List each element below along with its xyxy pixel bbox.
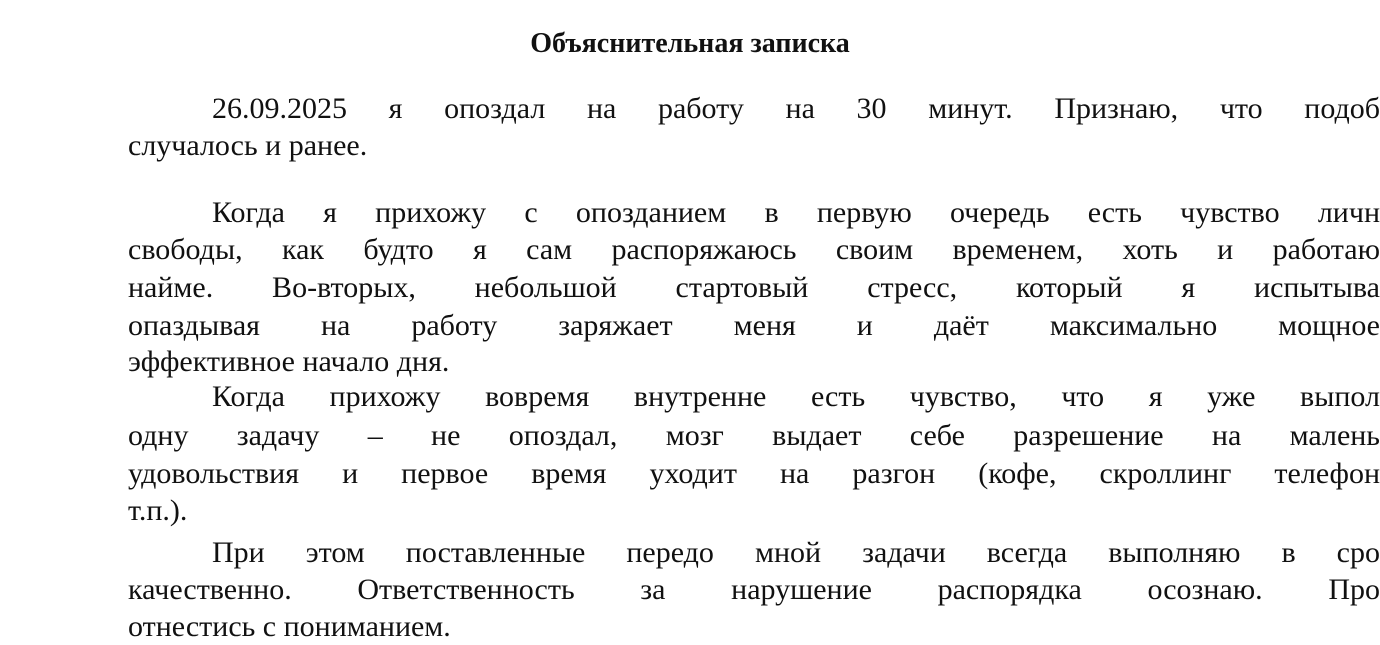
paragraph-line: найме. Во-вторых, небольшой стартовый стресс, который я испытыва [128,271,1380,304]
paragraph-line: случалось и ранее. [128,129,368,162]
paragraph-line: эффективное начало дня. [128,345,450,378]
paragraph-line: опаздывая на работу заряжает меня и даёт максимально мощное [128,309,1380,342]
paragraph-line: качественно. Ответственность за нарушение распорядка осознаю. Про [128,573,1380,606]
paragraph-line: Когда прихожу вовремя внутренне есть чувство, что я уже выпол [212,380,1380,413]
paragraph-line: Когда я прихожу с опозданием в первую очередь есть чувство личн [212,196,1380,229]
paragraph-line: При этом поставленные передо мной задачи всегда выполняю в сро [212,536,1380,569]
paragraph-line: свободы, как будто я сам распоряжаюсь своим временем, хоть и работаю [128,233,1380,266]
paragraph-line: 26.09.2025 я опоздал на работу на 30 минут. Признаю, что подоб [212,92,1380,125]
paragraph-line: т.п.). [128,494,188,527]
paragraph-line: одну задачу – не опоздал, мозг выдает себе разрешение на малень [128,419,1380,452]
paragraph-line: отнестись с пониманием. [128,610,451,643]
paragraph-line: удовольствия и первое время уходит на разгон (кофе, скроллинг телефон [128,457,1380,490]
document-title: Объяснительная записка [530,28,850,59]
